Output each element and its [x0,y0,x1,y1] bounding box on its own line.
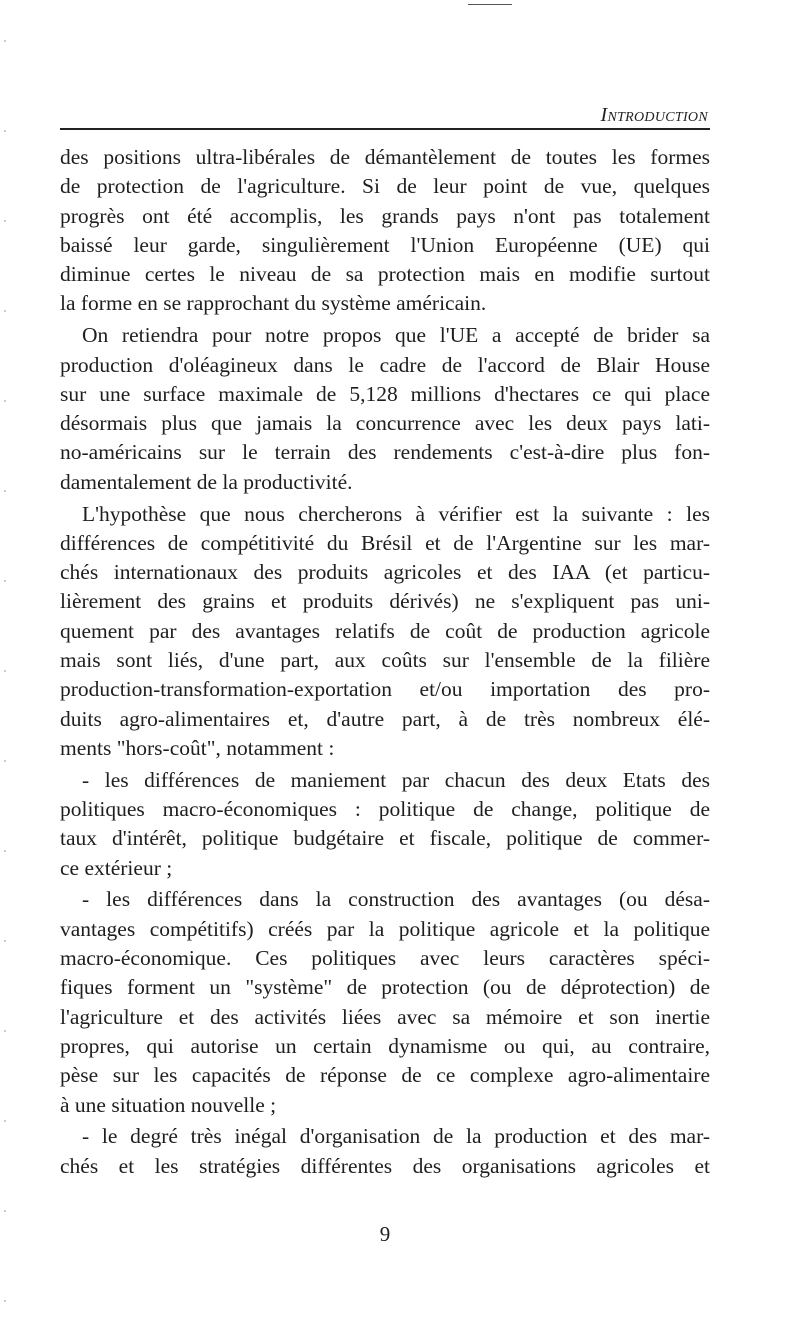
paragraph [60,885,710,1119]
text-line: damentalement de la productivité. [60,469,353,494]
scan-top-mark [468,4,512,5]
text-line: progrès ont été accomplis, les grands pays n'ont pas totalement [60,203,710,228]
body-text [60,143,710,1183]
text-line: ce extérieur ; [60,855,173,880]
text-line: duits agro-alimentaires et, d'autre part, à de très nombreux élé- [60,706,710,731]
text-line: production d'oléagineux dans le cadre de l'accord de Blair House [60,352,710,377]
running-header: Introduction [600,104,708,126]
text-line: lièrement des grains et produits dérivés) ne s'expliquent pas uni- [60,589,710,614]
text-line: des positions ultra-libérales de démantèlement de toutes les formes [60,145,710,169]
text-line: à une situation nouvelle ; [60,1092,277,1117]
text-line: différences de compétitivité du Brésil et de l'Argentine sur les mar- [60,530,710,555]
text-line: quement par des avantages relatifs de coût de production agricole [60,618,710,643]
paragraph [60,766,710,883]
text-line: - les différences dans la construction des avantages (ou désa- [82,887,710,912]
page-number: 9 [379,1222,391,1246]
text-line: On retiendra pour notre propos que l'UE a accepté de brider sa [82,323,710,348]
text-line: - le degré très inégal d'organisation de la production et des mar- [82,1124,710,1149]
text-line: désormais plus que jamais la concurrence avec les deux pays lati- [60,411,710,436]
text-line: sur une surface maximale de 5,128 millions d'hectares ce qui place [60,381,710,406]
text-line: chés internationaux des produits agricoles et des IAA (et particu- [60,560,710,585]
header-rule [60,128,710,130]
text-line: diminue certes le niveau de sa protection mais en modifie surtout [60,262,710,287]
paragraph [60,500,710,764]
paragraph [60,321,710,497]
text-line: - les différences de maniement par chacun des deux Etats des [82,767,710,792]
text-line: propres, qui autorise un certain dynamisme ou qui, au contraire, [60,1033,710,1058]
text-line: de protection de l'agriculture. Si de leur point de vue, quelques [60,174,710,199]
text-line: la forme en se rapprochant du système américain. [60,291,487,316]
text-line: ments "hors-coût", notamment : [60,735,335,760]
text-line: production-transformation-exportation et/ou importation des pro- [60,677,710,702]
text-line: mais sont liés, d'une part, aux coûts sur l'ensemble de la filière [60,648,710,673]
scan-margin-marks [4,0,6,1322]
text-line: no-américains sur le terrain des rendements c'est-à-dire plus fon- [60,440,710,465]
text-line: taux d'intérêt, politique budgétaire et fiscale, politique de commer- [60,826,710,851]
text-line: politiques macro-économiques : politique de change, politique de [60,797,710,822]
paragraph [60,1122,710,1181]
text-line: L'hypothèse que nous chercherons à vérifier est la suivante : les [82,501,710,526]
text-line: l'agriculture et des activités liées avec sa mémoire et son inertie [60,1004,710,1029]
text-line: chés et les stratégies différentes des organisations agricoles et [60,1153,710,1178]
text-line: pèse sur les capacités de réponse de ce complexe agro-alimentaire [60,1063,710,1088]
paragraph [60,143,710,319]
text-line: macro-économique. Ces politiques avec leurs caractères spéci- [60,946,710,971]
text-line: vantages compétitifs) créés par la politique agricole et la politique [60,916,710,941]
text-line: baissé leur garde, singulièrement l'Union Européenne (UE) qui [60,232,710,257]
text-line: fiques forment un "système" de protection (ou de déprotection) de [60,975,710,1000]
